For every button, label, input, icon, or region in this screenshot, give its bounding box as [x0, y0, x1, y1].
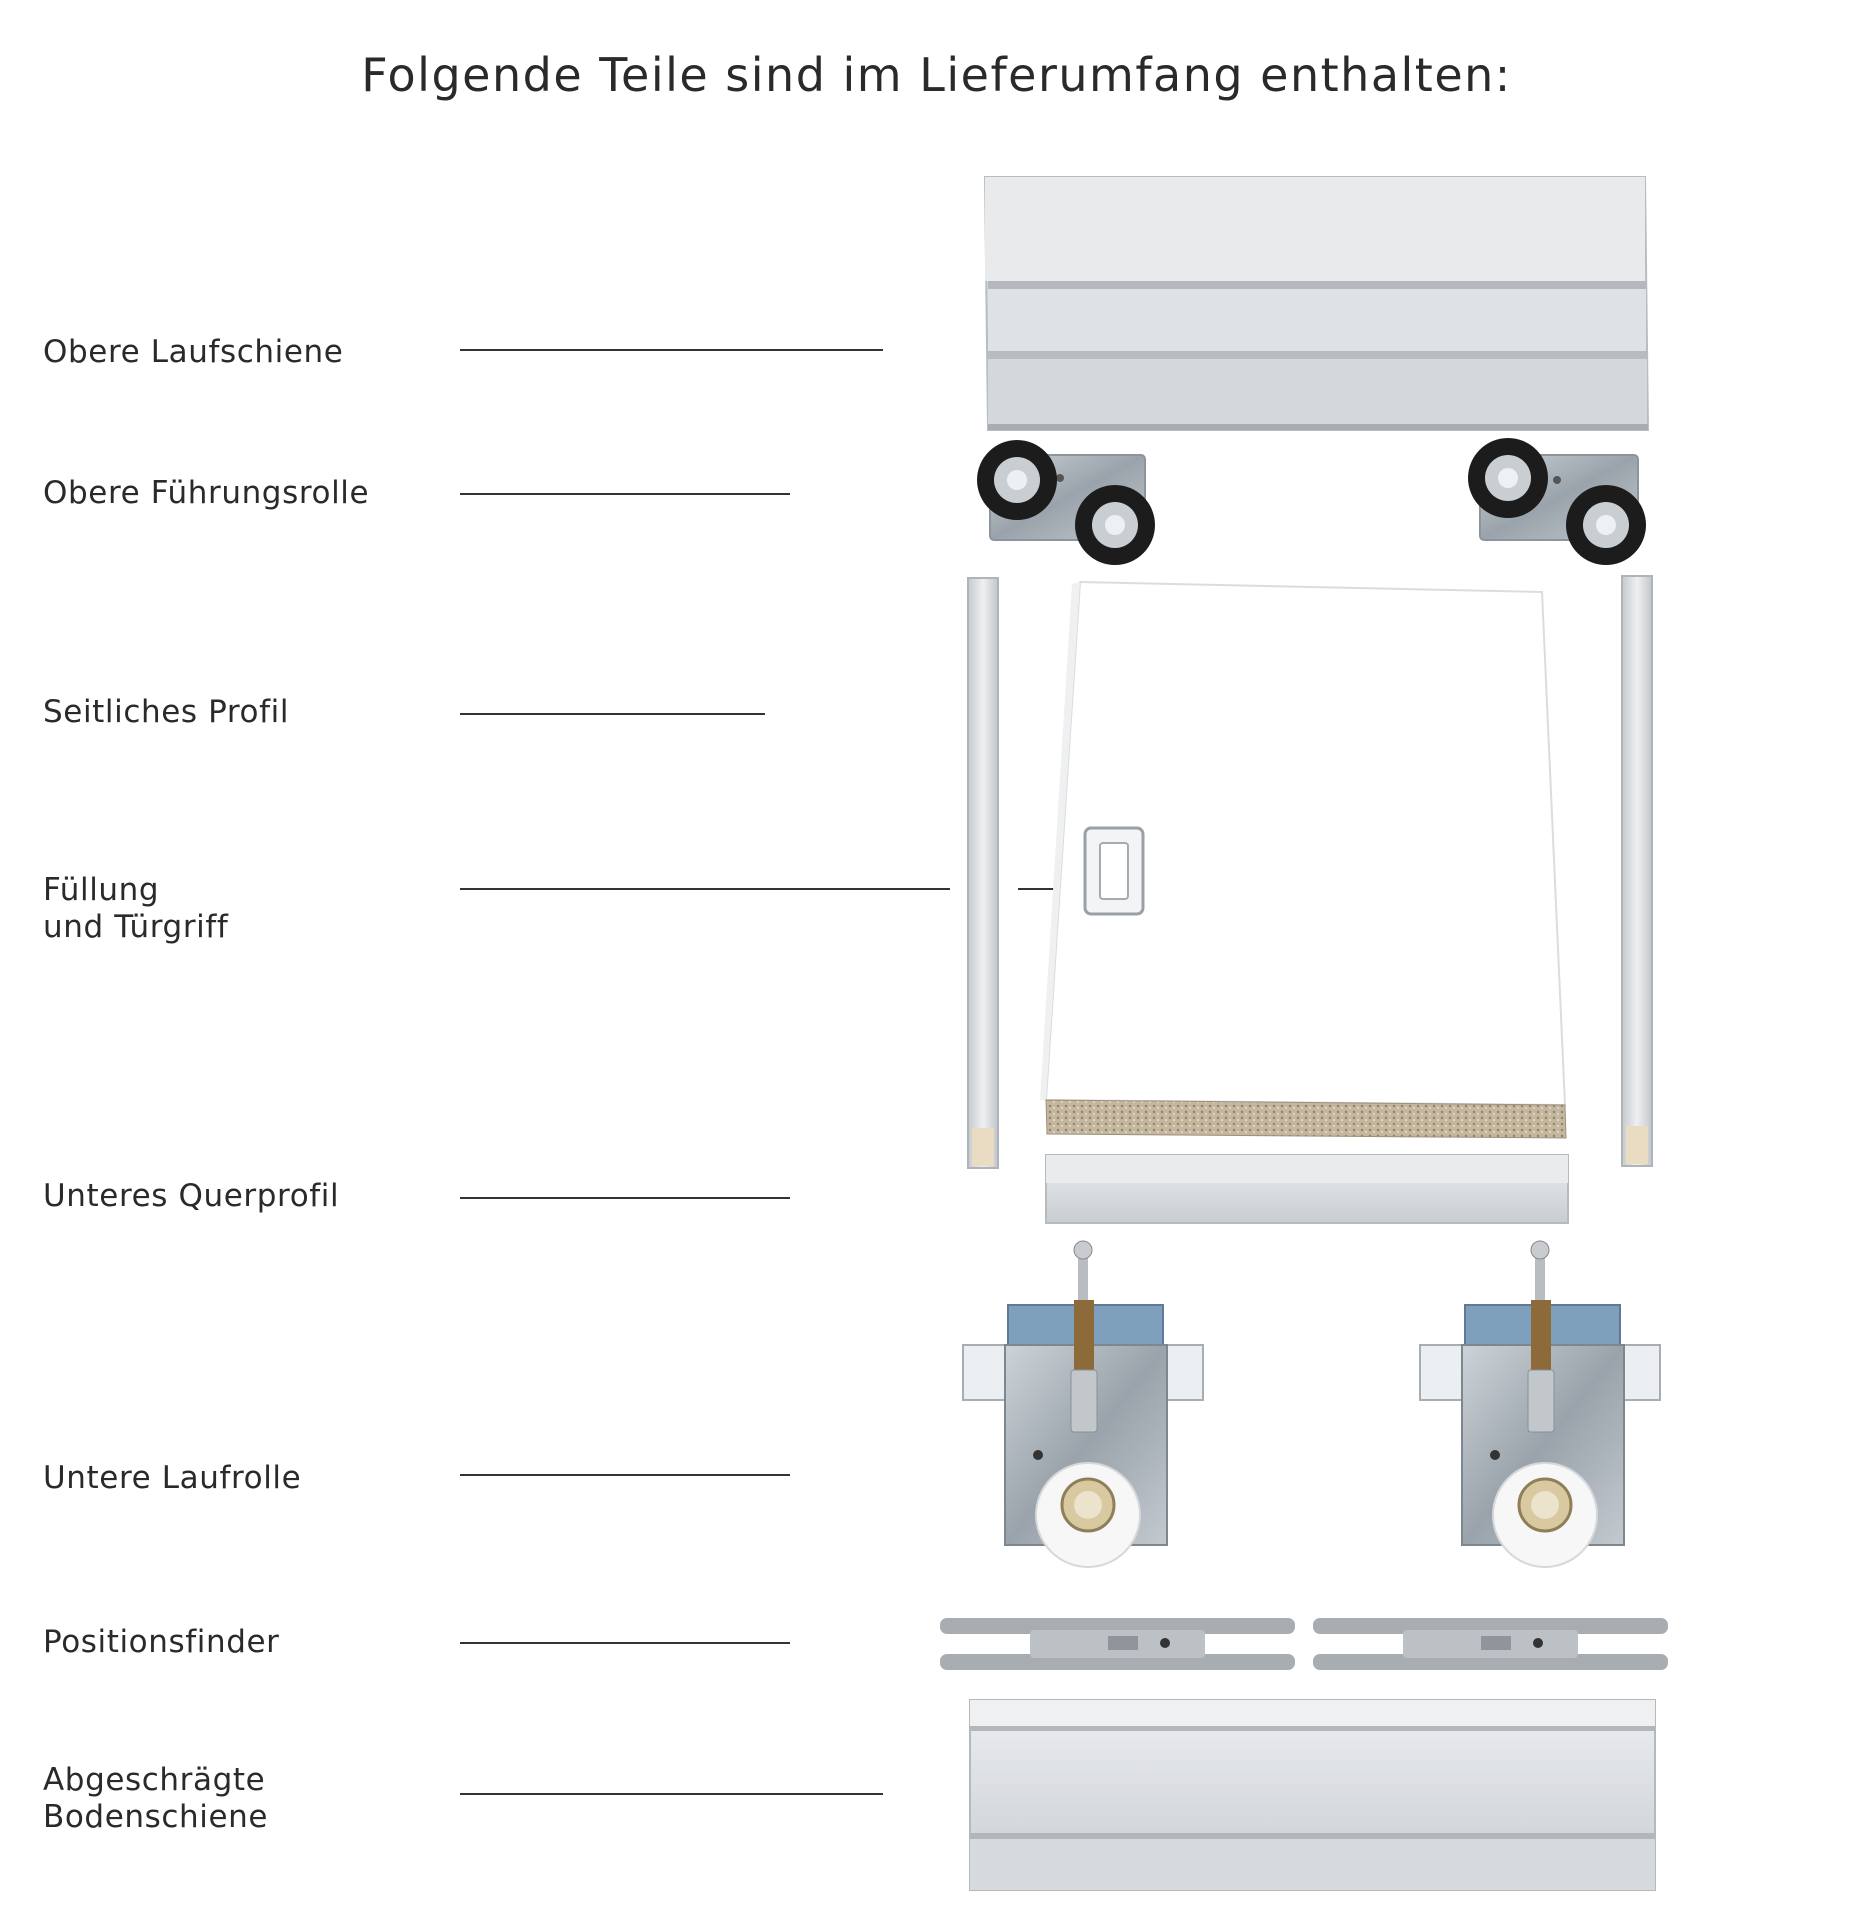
page-title: Folgende Teile sind im Lieferumfang enthalten: [361, 48, 1512, 102]
label-obere-fuehrungsrolle: Obere Führungsrolle [43, 475, 370, 511]
label-positionsfinder: Positionsfinder [43, 1624, 280, 1660]
position-finder-left [940, 1618, 1295, 1670]
side-profile-left [968, 578, 998, 1168]
label-seitliches-profil: Seitliches Profil [43, 694, 290, 730]
upper-guide-roller-left [977, 440, 1155, 565]
label-untere-laufrolle: Untere Laufrolle [43, 1460, 302, 1496]
label-bodenschiene-line2: Bodenschiene [43, 1799, 269, 1835]
label-obere-laufschiene: Obere Laufschiene [43, 334, 344, 370]
side-profile-right [1622, 576, 1652, 1166]
lower-running-roller-right [1420, 1241, 1660, 1567]
lower-running-roller-left [963, 1241, 1203, 1567]
sloped-floor-rail [970, 1700, 1655, 1890]
label-bodenschiene-line1: Abgeschrägte [43, 1762, 266, 1798]
upper-guide-roller-right [1468, 438, 1646, 565]
label-fuellung-line2: und Türgriff [43, 909, 229, 945]
position-finder-right [1313, 1618, 1668, 1670]
lower-cross-profile [1046, 1155, 1568, 1223]
label-unteres-querprofil: Unteres Querprofil [43, 1178, 340, 1214]
door-handle [1085, 828, 1143, 914]
upper-rail [985, 177, 1648, 430]
label-fuellung-line1: Füllung [43, 872, 160, 908]
